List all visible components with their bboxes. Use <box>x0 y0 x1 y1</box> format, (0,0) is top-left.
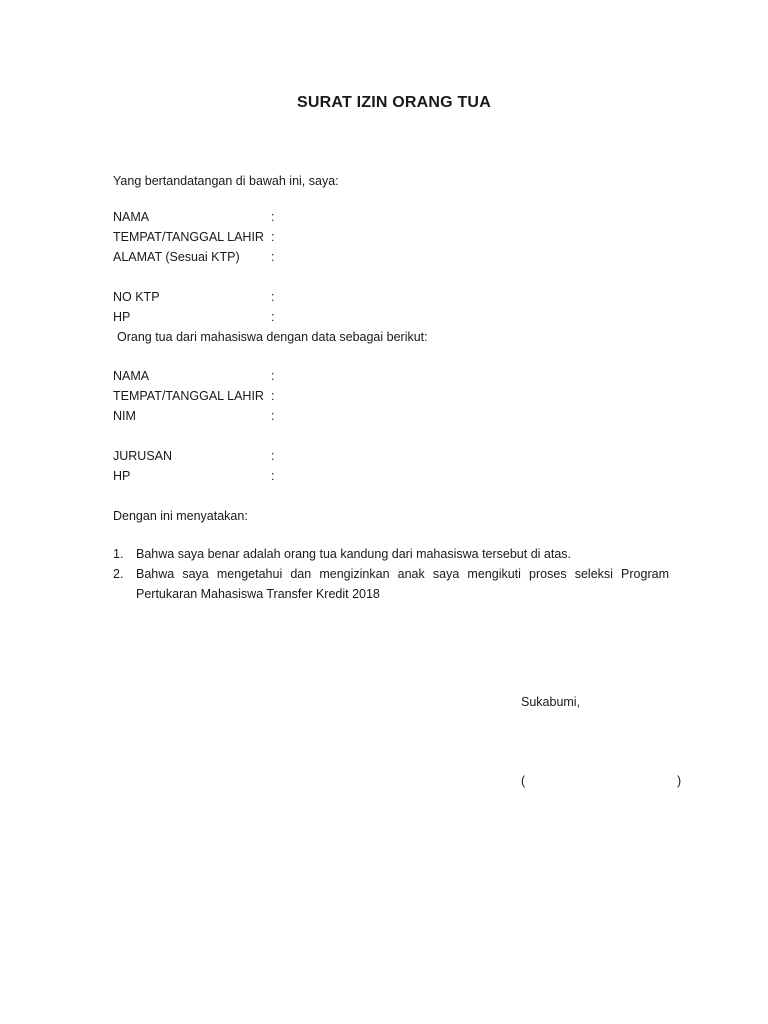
letter-title: SURAT IZIN ORANG TUA <box>297 94 491 111</box>
statement-text: Bahwa saya benar adalah orang tua kandung dari mahasiswa tersebut di atas. <box>136 547 572 561</box>
statement-text: Bahwa saya mengetahui dan mengizinkan anak saya mengikuti proses seleksi Program <box>136 567 669 581</box>
field-label: JURUSAN <box>113 449 173 463</box>
intro-text: Yang bertandatangan di bawah ini, saya: <box>113 174 339 188</box>
statement-number: 1. <box>113 547 124 561</box>
student-field-jurusan <box>113 446 274 466</box>
signature-city: Sukabumi, <box>521 695 581 709</box>
parent-field-hp <box>113 307 274 327</box>
field-label: NAMA <box>113 369 150 383</box>
field-colon: : <box>271 409 275 423</box>
field-label: NAMA <box>113 210 150 224</box>
field-label: HP <box>113 469 131 483</box>
field-colon: : <box>271 210 275 224</box>
signature-close-paren: ) <box>677 774 682 788</box>
statement-number: 2. <box>113 567 124 581</box>
parent-field-ttl <box>113 227 274 247</box>
field-label: NO KTP <box>113 290 160 304</box>
student-field-nim <box>113 406 274 426</box>
field-label: HP <box>113 310 131 324</box>
statement-item-1 <box>113 544 669 564</box>
parent-field-nama <box>113 207 274 227</box>
statement-text-continuation: Pertukaran Mahasiswa Transfer Kredit 2018 <box>136 587 380 601</box>
field-colon: : <box>271 290 275 304</box>
field-label: NIM <box>113 409 136 423</box>
statement-item-2 <box>113 564 669 584</box>
parent-field-noktp <box>113 287 274 307</box>
statement-intro-text: Dengan ini menyatakan: <box>113 509 248 523</box>
field-colon: : <box>271 449 275 463</box>
field-colon: : <box>271 230 275 244</box>
field-label: ALAMAT (Sesuai KTP) <box>113 250 240 264</box>
student-intro-text: Orang tua dari mahasiswa dengan data sebagai berikut: <box>117 330 428 344</box>
signature-open-paren: ( <box>521 774 526 788</box>
field-colon: : <box>271 389 275 403</box>
field-colon: : <box>271 250 275 264</box>
student-field-hp <box>113 466 274 486</box>
field-label: TEMPAT/TANGGAL LAHIR <box>113 389 264 403</box>
field-colon: : <box>271 310 275 324</box>
field-label: TEMPAT/TANGGAL LAHIR <box>113 230 264 244</box>
student-field-nama <box>113 366 274 386</box>
field-colon: : <box>271 469 275 483</box>
parent-field-alamat <box>113 247 274 267</box>
student-field-ttl <box>113 386 274 406</box>
field-colon: : <box>271 369 275 383</box>
